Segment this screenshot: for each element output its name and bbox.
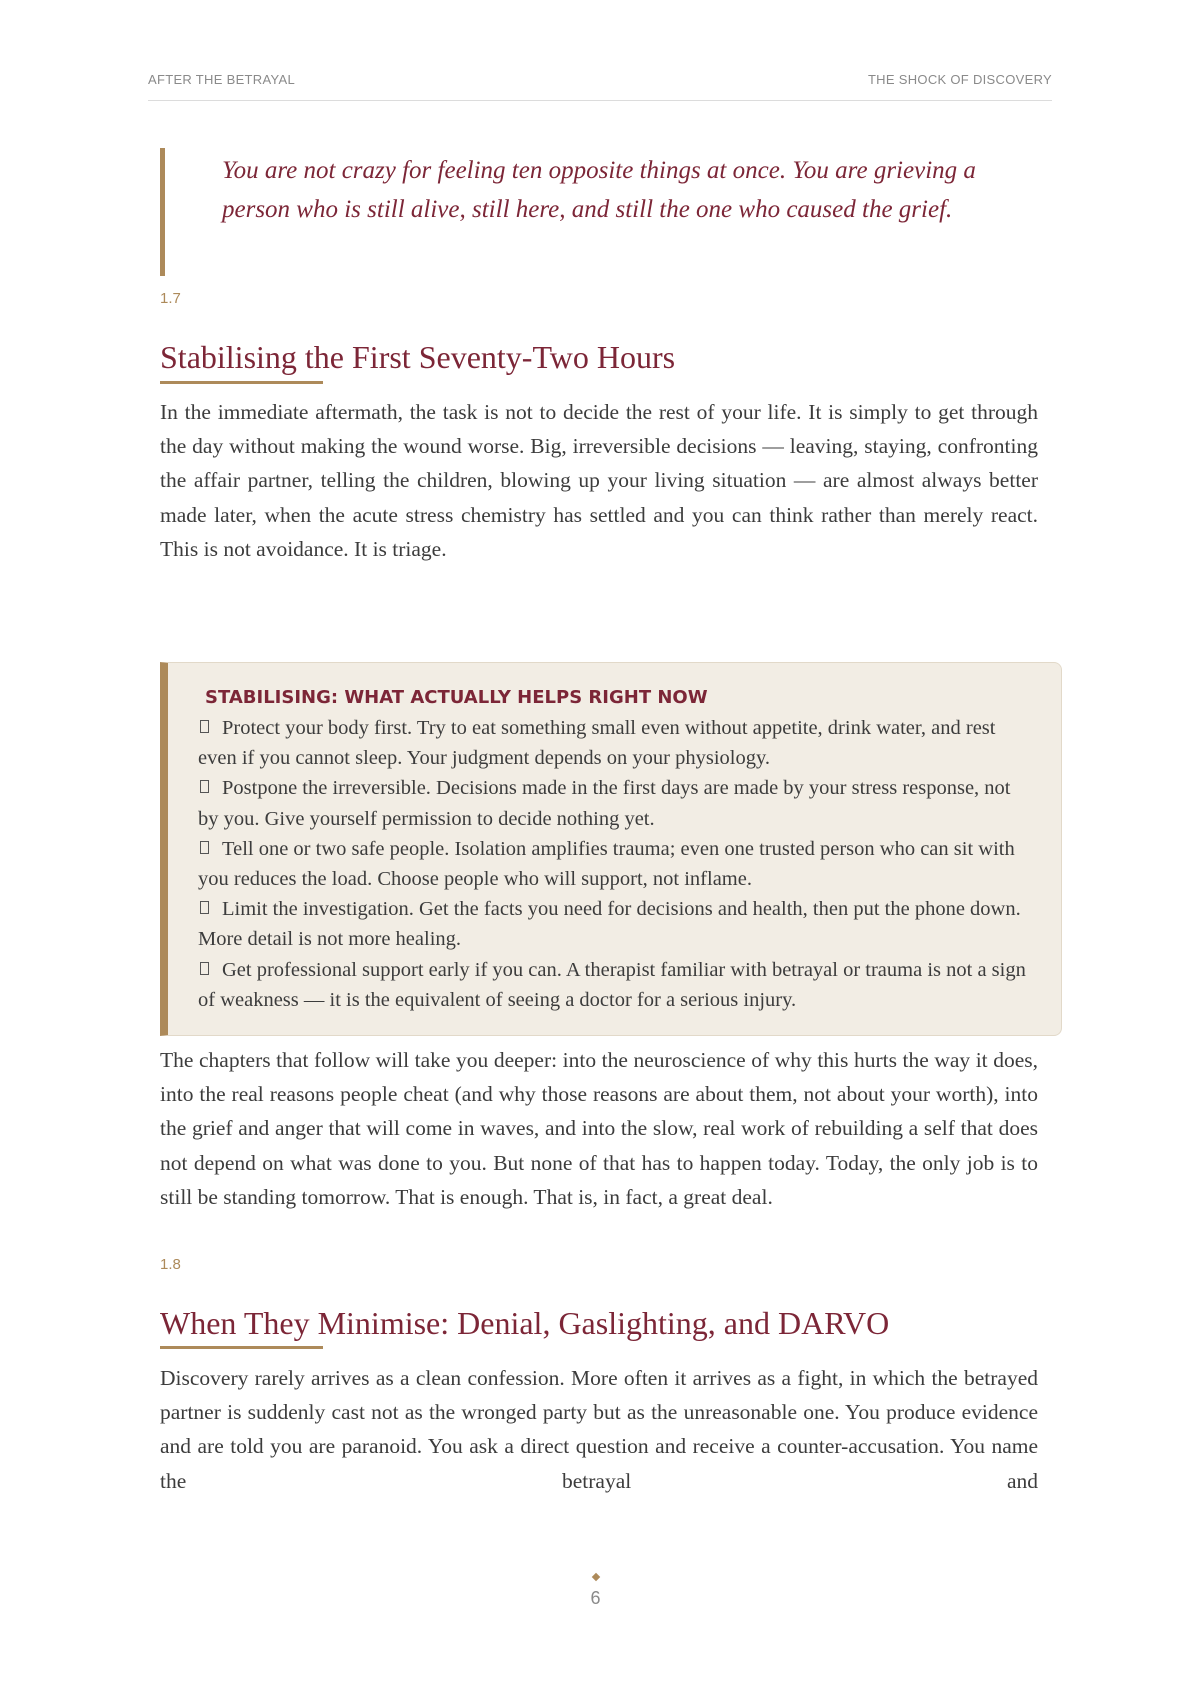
title-underline xyxy=(160,1346,323,1349)
section-title: Stabilising the First Seventy-Two Hours xyxy=(160,339,676,375)
callout-item xyxy=(198,894,1031,954)
callout-item-text: Protect your body first. Try to eat something small even without appetite, drink water, and rest even if you cannot sleep. Your judgment depends on your physiology. xyxy=(198,717,996,770)
section-number: 1.8 xyxy=(160,1256,181,1273)
callout-item-text: Tell one or two safe people. Isolation amplifies trauma; even one trusted person who can sit with you reduces the load. Choose people who will support, not inflame. xyxy=(198,837,1015,891)
callout-item xyxy=(198,834,1031,894)
running-header xyxy=(148,72,1052,101)
callout-item xyxy=(198,713,1031,773)
body-paragraph: Discovery rarely arrives as a clean confession. More often it arrives as a fight, in which the betrayed partner is suddenly cast not as the wronged party but as the unreasonable one. You produce evidence and are told you are paranoid. You ask a direct question and receive a counter-accusation. You name the betrayal and xyxy=(160,1366,1038,1493)
checkbox-icon xyxy=(200,841,209,854)
pull-quote-text: You are not crazy for feeling ten opposite things at once. You are grieving a person who is still alive, still here, and still the one who caused the grief. xyxy=(222,157,976,223)
callout-item-text: Limit the investigation. Get the facts you need for decisions and health, then put the phone down. More detail is not more healing. xyxy=(198,898,1021,951)
pull-quote xyxy=(160,148,1020,276)
section-number: 1.7 xyxy=(160,290,181,307)
book-title: AFTER THE BETRAYAL xyxy=(148,72,295,87)
callout-item-text: Get professional support early if you can. A therapist familiar with betrayal or trauma is not a sign of weakness — it is the equivalent of seeing a doctor for a serious injury. xyxy=(198,958,1026,1011)
page-footer xyxy=(0,1565,1191,1609)
callout-item xyxy=(198,773,1031,833)
body-paragraph: In the immediate aftermath, the task is not to decide the rest of your life. It is simply to get through the day without making the wound worse. Big, irreversible decisions — leaving, staying, confronting the affair partner, telling the children, blowing up your living situation — are almost always better made later, when the acute stress chemistry has settled and you can think rather than merely react. This is not avoidance. It is triage. xyxy=(160,400,1038,561)
title-underline xyxy=(160,381,323,384)
page-number: 6 xyxy=(590,1588,601,1608)
checkbox-icon xyxy=(200,962,209,975)
checkbox-icon xyxy=(200,901,209,914)
body-paragraph: The chapters that follow will take you deeper: into the neuroscience of why this hurts the way it does, into the real reasons people cheat (and why those reasons are about them, not about your worth), into the grief and anger that will come in waves, and into the slow, real work of rebuilding a self that does not depend on what was done to you. But none of that has to happen today. Today, the only job is to still be standing tomorrow. That is enough. That is, in fact, a great deal. xyxy=(160,1048,1038,1209)
diamond-ornament-icon xyxy=(591,1573,599,1581)
section-title: When They Minimise: Denial, Gaslighting, and DARVO xyxy=(160,1305,890,1341)
stabilising-callout xyxy=(160,662,1062,1036)
callout-title: STABILISING: WHAT ACTUALLY HELPS RIGHT NOW xyxy=(205,687,708,708)
checkbox-icon xyxy=(200,780,209,793)
chapter-title: THE SHOCK OF DISCOVERY xyxy=(867,72,1052,87)
callout-item-text: Postpone the irreversible. Decisions made in the first days are made by your stress response, not by you. Give yourself permission to decide nothing yet. xyxy=(198,777,1011,830)
callout-list xyxy=(198,713,1031,1015)
checkbox-icon xyxy=(200,720,209,733)
callout-item xyxy=(198,955,1031,1015)
